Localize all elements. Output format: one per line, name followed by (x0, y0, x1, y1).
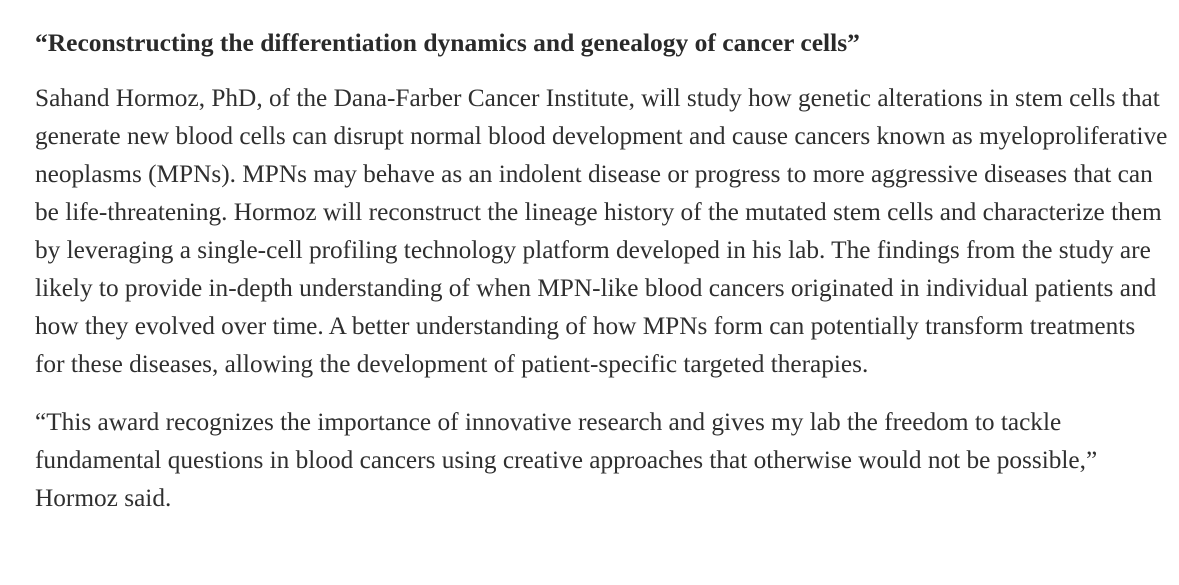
section-heading: “Reconstructing the differentiation dynamics and genealogy of cancer cells” (35, 28, 860, 57)
quote-paragraph: “This award recognizes the importance of innovative research and gives my lab the freedom to tackle fundamental questions in blood cancers using creative approaches that otherwise would not be possible,” Hormoz said. (35, 408, 1098, 512)
article-section (35, 26, 1170, 537)
body-paragraph: Sahand Hormoz, PhD, of the Dana-Farber Cancer Institute, will study how genetic alterations in stem cells that generate new blood cells can disrupt normal blood development and cause cancers known as myeloproliferative neoplasms (MPNs). MPNs may behave as an indolent disease or progress to more aggressive diseases that can be life-threatening. Hormoz will reconstruct the lineage history of the mutated stem cells and characterize them by leveraging a single-cell profiling technology platform developed in his lab. The findings from the study are likely to provide in-depth understanding of when MPN-like blood cancers originated in individual patients and how they evolved over time. A better understanding of how MPNs form can potentially transform treatments for these diseases, allowing the development of patient-specific targeted therapies. (35, 84, 1168, 378)
